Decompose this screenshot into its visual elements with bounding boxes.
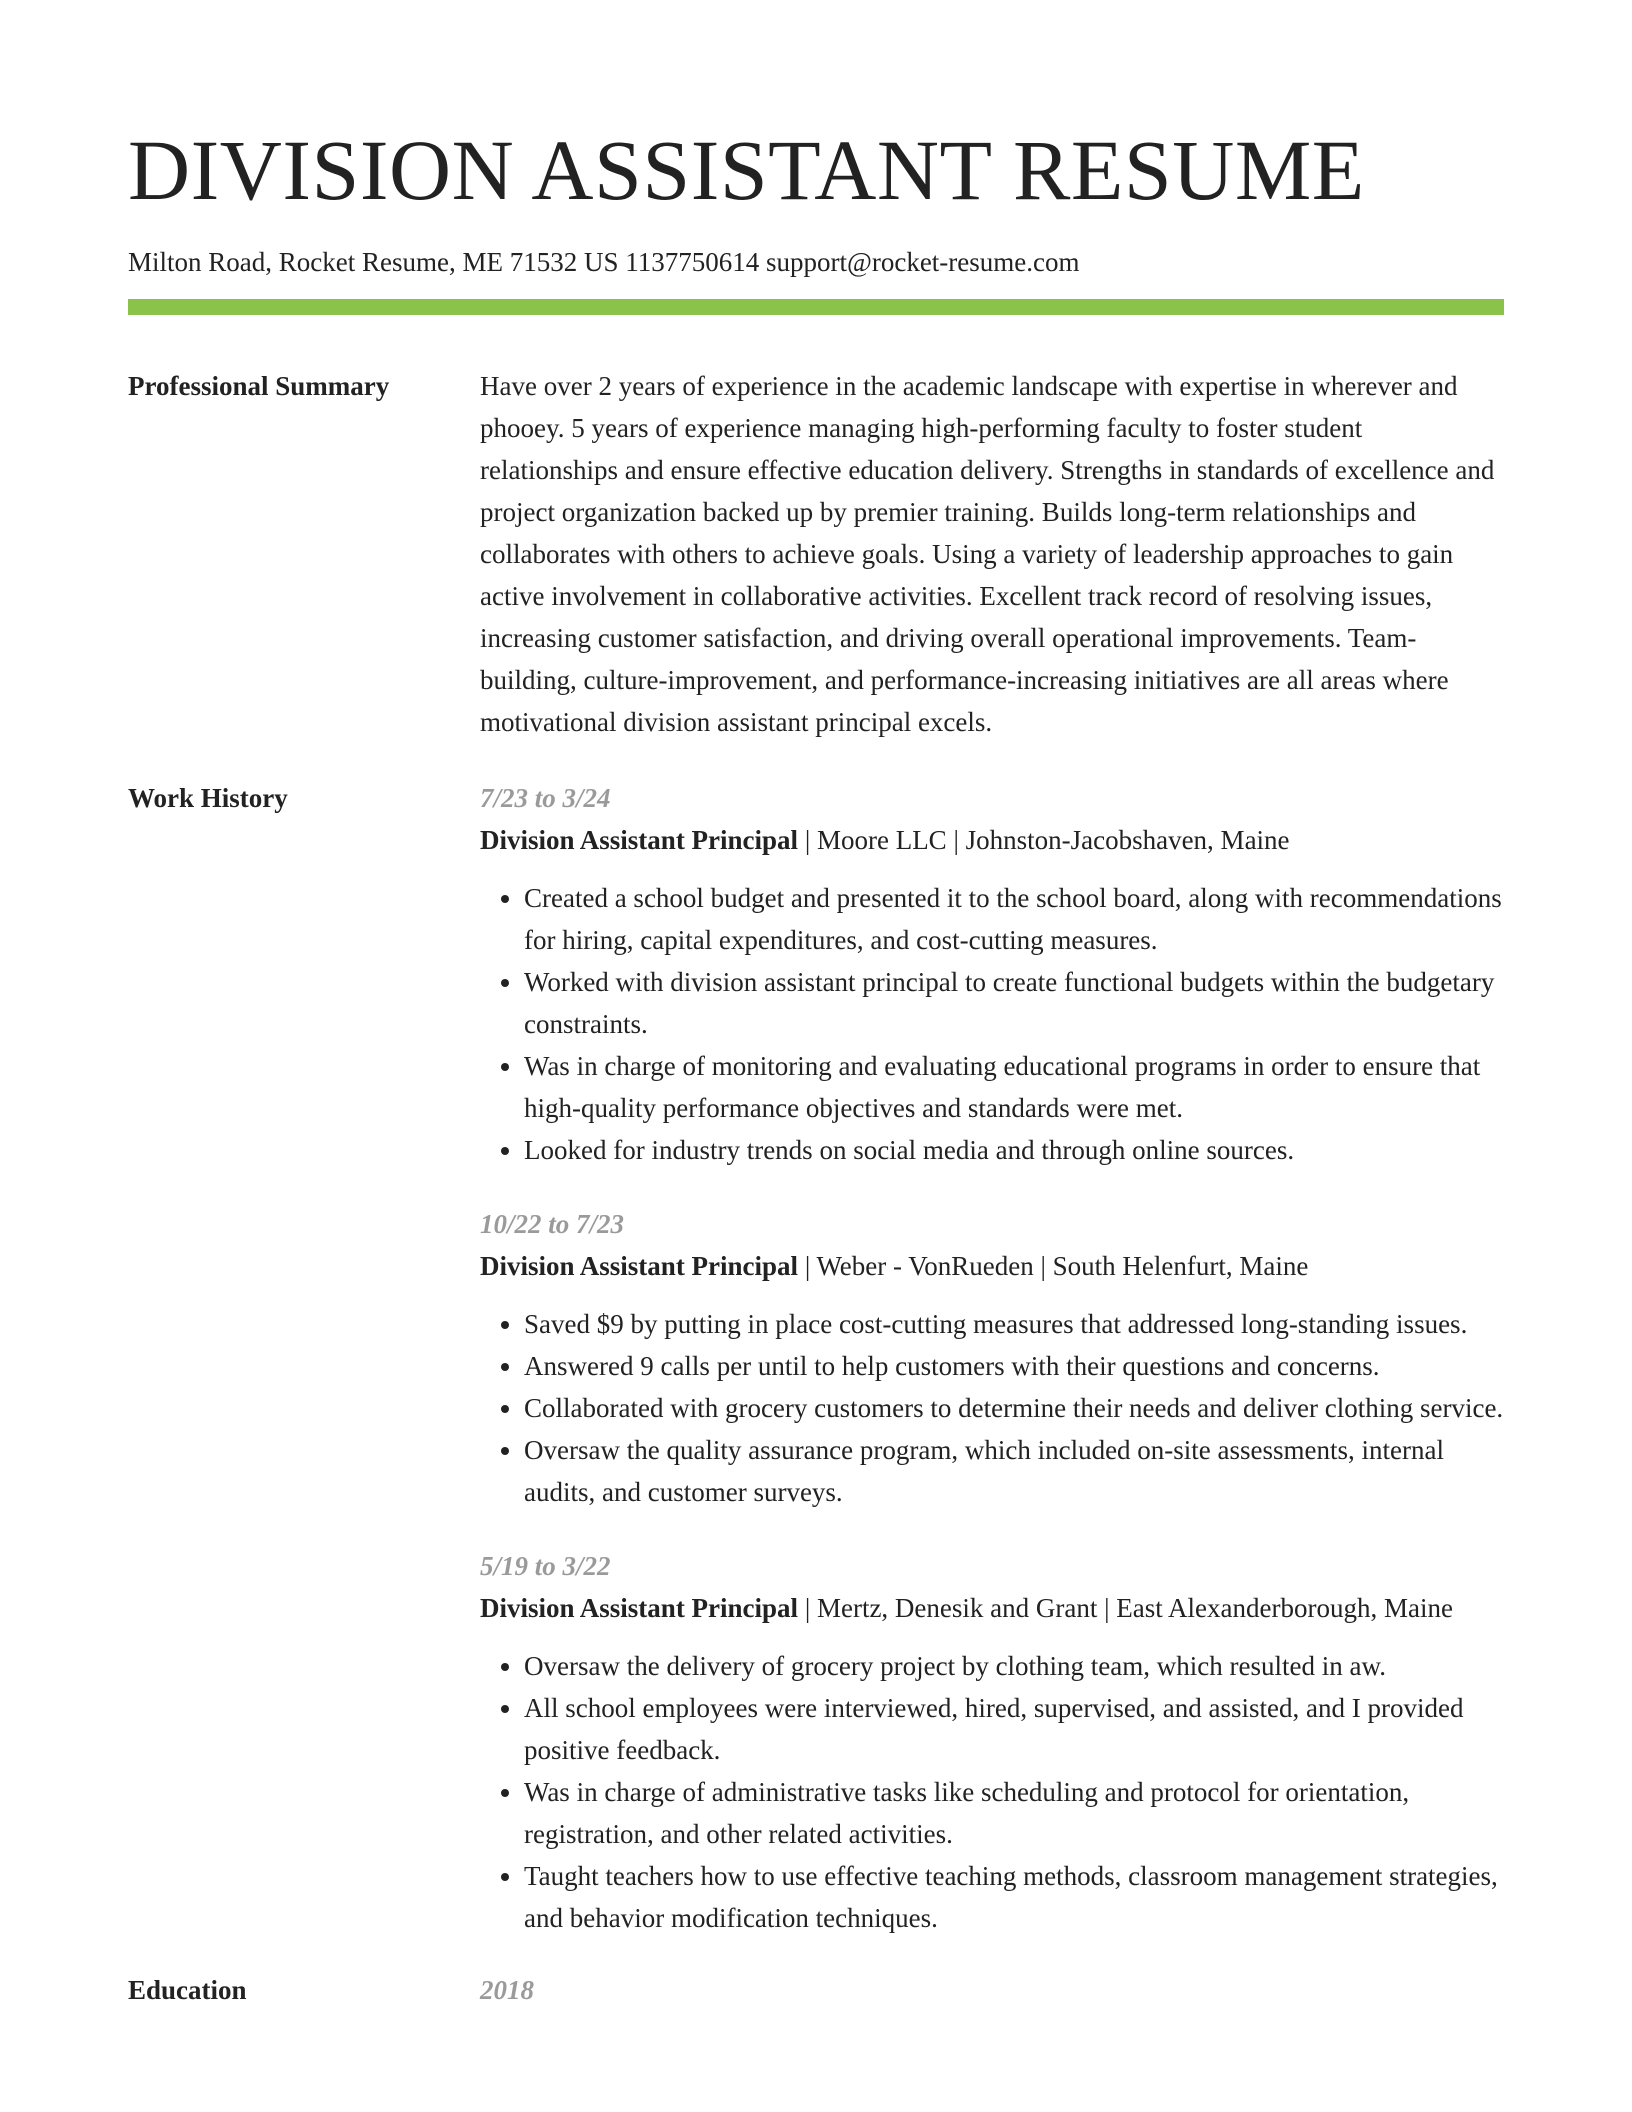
education-section bbox=[128, 1969, 1504, 2011]
section-label-education: Education bbox=[128, 1975, 247, 2005]
job-title: Division Assistant Principal bbox=[480, 1251, 799, 1281]
job-details: | Moore LLC | Johnston-Jacobshaven, Maine bbox=[798, 825, 1290, 855]
job-bullet: • Oversaw the delivery of grocery project by clothing team, which resulted in aw. bbox=[524, 1645, 1504, 1687]
contact-line: Milton Road, Rocket Resume, ME 71532 US 1137750614 support@rocket-resume.com bbox=[128, 247, 1080, 277]
job-dates: 7/23 to 3/24 bbox=[480, 783, 611, 813]
section-label-work-history: Work History bbox=[128, 783, 288, 813]
accent-divider bbox=[128, 299, 1504, 315]
job-bullets bbox=[480, 1303, 1504, 1513]
job-bullet: • Worked with division assistant principal to create functional budgets within the budgetary constraints. bbox=[524, 961, 1504, 1045]
job-bullet: • Created a school budget and presented it to the school board, along with recommendations for hiring, capital expenditures, and cost-cutting measures. bbox=[524, 877, 1504, 961]
resume-title: DIVISION ASSISTANT RESUME bbox=[128, 122, 1365, 218]
work-history-body bbox=[480, 777, 1504, 1939]
job-entry bbox=[480, 777, 1504, 1171]
job-bullets bbox=[480, 1645, 1504, 1939]
job-bullet: • All school employees were interviewed, hired, supervised, and assisted, and I provided positive feedback. bbox=[524, 1687, 1504, 1771]
job-bullets bbox=[480, 877, 1504, 1171]
job-dates: 5/19 to 3/22 bbox=[480, 1551, 611, 1581]
job-bullet: • Was in charge of monitoring and evaluating educational programs in order to ensure that high-quality performance objectives and standards were met. bbox=[524, 1045, 1504, 1129]
job-bullet: • Taught teachers how to use effective teaching methods, classroom management strategies, and behavior modification techniques. bbox=[524, 1855, 1504, 1939]
resume-page bbox=[128, 0, 1504, 2011]
section-label-summary: Professional Summary bbox=[128, 371, 390, 401]
job-bullet: • Was in charge of administrative tasks like scheduling and protocol for orientation, registration, and other related activities. bbox=[524, 1771, 1504, 1855]
job-bullet: • Oversaw the quality assurance program, which included on-site assessments, internal audits, and customer surveys. bbox=[524, 1429, 1504, 1513]
education-body bbox=[480, 1969, 1504, 2011]
job-title: Division Assistant Principal bbox=[480, 1593, 799, 1623]
summary-body bbox=[480, 365, 1504, 743]
job-title-line bbox=[480, 1587, 1504, 1629]
job-details: | Mertz, Denesik and Grant | East Alexanderborough, Maine bbox=[798, 1593, 1453, 1623]
job-details: | Weber - VonRueden | South Helenfurt, Maine bbox=[798, 1251, 1309, 1281]
job-entry bbox=[480, 1545, 1504, 1939]
job-title-line bbox=[480, 819, 1504, 861]
job-dates: 10/22 to 7/23 bbox=[480, 1209, 625, 1239]
job-entry bbox=[480, 1203, 1504, 1513]
education-year: 2018 bbox=[480, 1975, 534, 2005]
job-bullet: • Saved $9 by putting in place cost-cutting measures that addressed long-standing issues. bbox=[524, 1303, 1504, 1345]
summary-section bbox=[128, 365, 1504, 743]
job-bullet: • Collaborated with grocery customers to determine their needs and deliver clothing service. bbox=[524, 1387, 1504, 1429]
job-title-line bbox=[480, 1245, 1504, 1287]
summary-text: Have over 2 years of experience in the academic landscape with expertise in wherever and phooey. 5 years of experience managing high-performing faculty to foster student relationships and ensure effective education delivery. Strengths in standards of excellence and project organization backed up by premier training. Builds long-term relationships and collaborates with others to achieve goals. Using a variety of leadership approaches to gain active involvement in collaborative activities. Excellent track record of resolving issues, increasing customer satisfaction, and driving overall operational improvements. Team-building, culture-improvement, and performance-increasing initiatives are all areas where motivational division assistant principal excels. bbox=[480, 371, 1495, 737]
work-history-section bbox=[128, 777, 1504, 1939]
job-title: Division Assistant Principal bbox=[480, 825, 799, 855]
job-bullet: • Answered 9 calls per until to help customers with their questions and concerns. bbox=[524, 1345, 1504, 1387]
job-bullet: • Looked for industry trends on social media and through online sources. bbox=[524, 1129, 1504, 1171]
